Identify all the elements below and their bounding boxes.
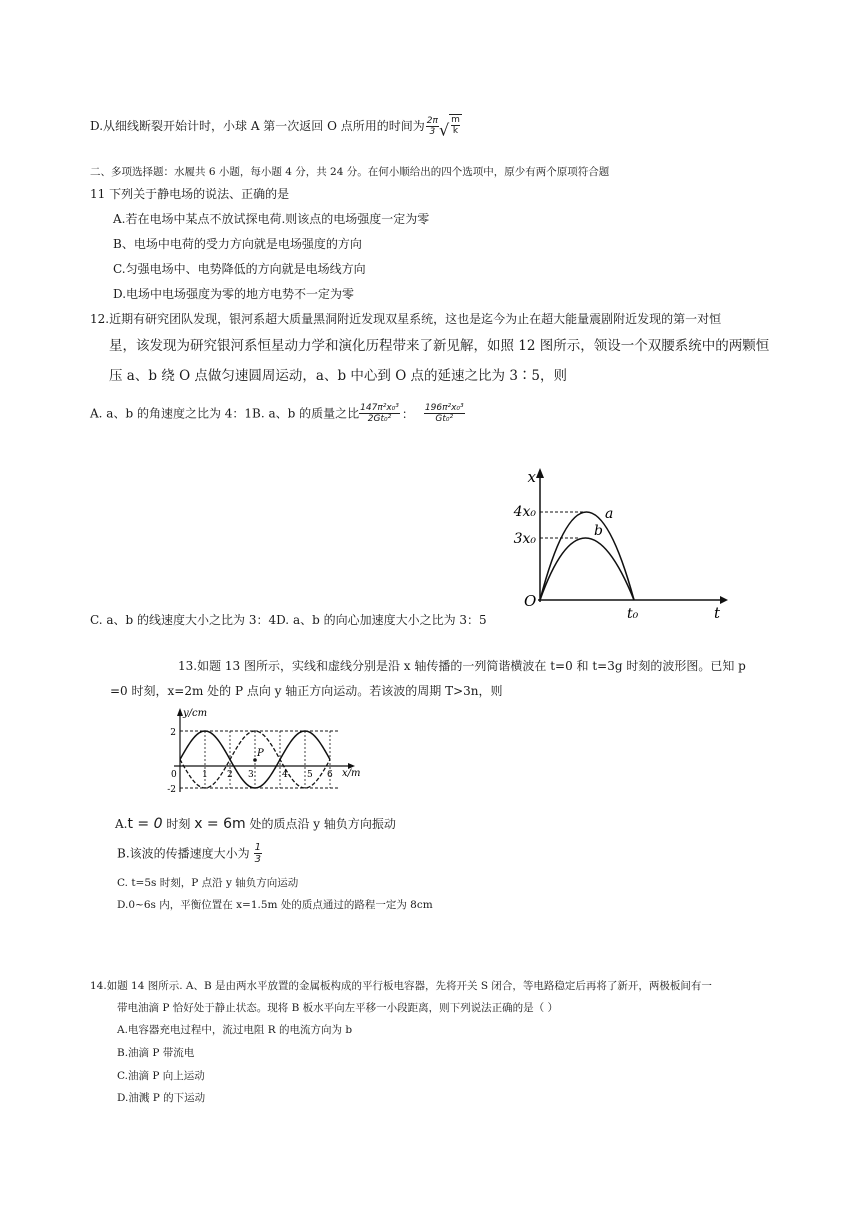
y-tick-2: 2 xyxy=(170,728,176,738)
q11-option-c: C.匀强电场中、电势降低的方向就是电场线方向 xyxy=(113,262,366,276)
point-p-label: P xyxy=(257,748,264,759)
tick-t0: t₀ xyxy=(627,606,639,622)
x-tick-4: 4 xyxy=(282,770,288,780)
tick-3x0: 3x₀ xyxy=(513,531,536,547)
origin-label: O xyxy=(524,592,537,610)
q14-stem-line-1: 14.如题 14 图所示. A、B 是由两水平放置的金属板构成的平行板电容器，先将开关 S 闭合，等电路稳定后再将了新开，两极板间有一 xyxy=(90,980,712,992)
q13-option-b: B.该波的传播速度大小为 $\frac{1}{3}$ xyxy=(117,842,262,865)
q11-option-b: B、电场中电荷的受力方向就是电场强度的方向 xyxy=(113,237,362,251)
curve-a xyxy=(540,512,634,600)
y-tick-neg2: -2 xyxy=(167,785,176,795)
x-tick-5: 5 xyxy=(307,770,313,780)
x-ticks xyxy=(171,770,333,780)
q11-option-d: D.电场中电场强度为零的地方电势不一定为零 xyxy=(113,287,355,301)
q12-options-ab: A. a、b 的角速度之比为 4：1B. a、b 的质量之比 $\frac{\text{147π²x₀³}}{\text{2Gt₀²}}$ ： $\frac{\text{196π²x₀³}}{\text{Gt₀²}}$ xyxy=(90,403,464,424)
mass-ratio-fraction-2: $\frac{\text{196π²x₀³}}{\text{Gt₀²}}$ xyxy=(424,403,464,424)
x-tick-1: 1 xyxy=(202,770,208,780)
fraction-2pi-over-3: $\frac{2\pi}{3}$ xyxy=(426,116,438,137)
curve-a-label: a xyxy=(605,506,614,522)
section-2-header: 二、多项选择题：水履共 6 小题，每小题 4 分，共 24 分。在何小顺给出的四个选项中，原少有两个原项符合题 xyxy=(90,166,610,178)
q10-option-d: D.从细线断裂开始计时，小球 A 第一次返回 O 点所用的时间为 $\frac{2\pi}{3}$ √ $\frac{m}{k}$ xyxy=(90,115,460,140)
q12-options-cd: C. a、b 的线速度大小之比为 3：4D. a、b 的向心加速度大小之比为 3：5 xyxy=(90,613,487,627)
x-tick-2: 2 xyxy=(227,770,233,780)
speed-fraction: $\frac{1}{3}$ xyxy=(254,842,262,865)
y-axis-label: y/cm xyxy=(183,708,208,719)
q14-option-b: B.油滴 P 带流电 xyxy=(117,1047,195,1059)
q13-stem-line-1: 13.如题 13 图所示，实线和虚线分别是沿 x 轴传播的一列简谐横波在 t=0 和 t=3g 时刻的波形图。已知 p xyxy=(178,659,746,673)
x-axis-label: x xyxy=(527,468,536,486)
x-tick-3: 3 xyxy=(248,770,254,780)
x-axis-label: x/m xyxy=(342,768,361,779)
q12-stem-line-1: 12.近期有研究团队发现，银河系超大质量黑洞附近发现双星系统，这也是迄今为止在超大能量震剧附近发现的第一对恒 xyxy=(90,312,722,326)
sqrt-m-over-k: √ $\frac{m}{k}$ xyxy=(438,115,460,140)
q14-stem-line-2: 带电油滴 P 恰好处于静止状态。现将 B 板水平向左平移一小段距离，则下列说法正确的是（ ） xyxy=(117,1002,558,1014)
tick-4x0: 4x₀ xyxy=(513,504,536,520)
q13-stem-line-2: =0 时刻，x=2m 处的 P 点向 y 轴正方向运动。若该波的周期 T>3n，则 xyxy=(110,684,503,698)
q14-option-c: C.油滴 P 向上运动 xyxy=(117,1070,205,1082)
q13-wave-graph xyxy=(162,706,372,801)
q12-stem-line-3: 压 a、b 绕 O 点做匀速圆周运动，a、b 中心到 O 点的延速之比为 3∶5，则 xyxy=(109,368,568,384)
q11-stem: 11 下列关于静电场的说法、正确的是 xyxy=(90,187,290,201)
x-tick-0: 0 xyxy=(171,770,177,780)
q13-option-c: C. t=5s 时刻，P 点沿 y 轴负方向运动 xyxy=(117,877,299,889)
q13-option-d: D.0~6s 内，平衡位置在 x=1.5m 处的质点通过的路程一定为 8cm xyxy=(117,899,433,911)
curve-b xyxy=(540,538,634,600)
q12-stem-line-2: 星，该发现为研究银河系恒星动力学和演化历程带来了新见解，如照 12 图所示，领设一个双腰系统中的两颗恒 xyxy=(109,338,770,354)
x-axis-arrow-icon xyxy=(536,468,544,478)
q13-option-a: A.t = 0 时刻 x = 6m 处的质点沿 y 轴负方向振动 xyxy=(115,816,396,832)
x-tick-6: 6 xyxy=(327,770,333,780)
q14-option-a: A.电容器充电过程中，流过电阻 R 的电流方向为 b xyxy=(117,1024,353,1036)
q12-displacement-graph xyxy=(508,462,728,632)
q14-option-d: D.油溅 P 的下运动 xyxy=(117,1092,206,1104)
q11-option-a: A.若在电场中某点不放试探电荷.则该点的电场强度一定为零 xyxy=(113,212,430,226)
mass-ratio-fraction-1: $\frac{\text{147π²x₀³}}{\text{2Gt₀²}}$ xyxy=(360,403,399,424)
curve-b-label: b xyxy=(594,523,603,539)
t-axis-label: t xyxy=(714,604,721,622)
t-axis-arrow-icon xyxy=(720,596,728,604)
